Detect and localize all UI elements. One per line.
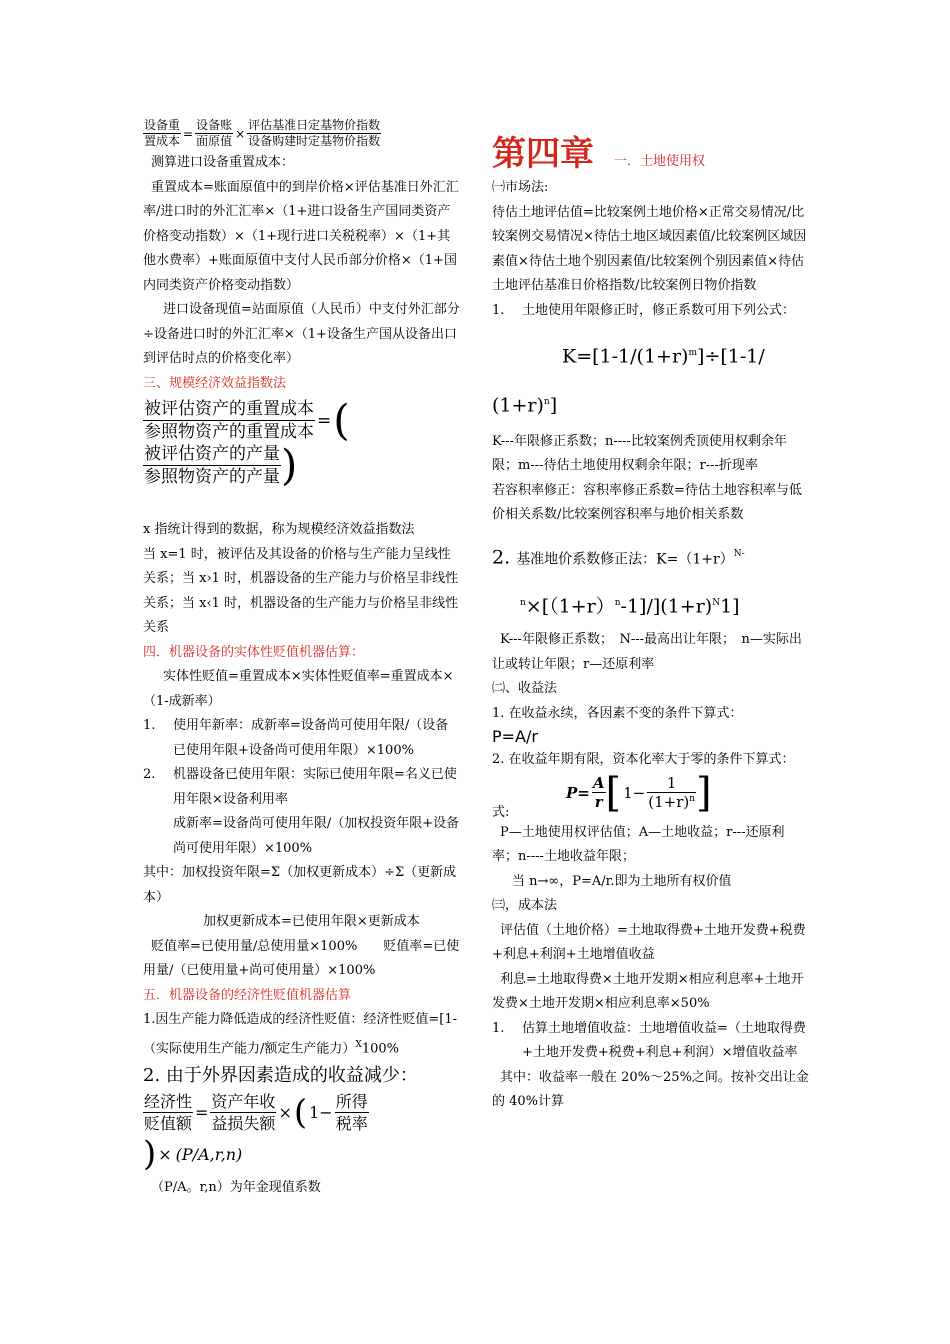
formula-prefix: 式: <box>492 804 510 820</box>
formula-rhs-top: 评估基准日定基物价指数 <box>248 118 381 132</box>
pa-note: （P/A。r,n）为年金现值系数 <box>151 1180 321 1196</box>
list-item-2 <box>143 763 461 812</box>
formula4-a: A <box>592 774 605 793</box>
right-paren: ) <box>281 440 298 490</box>
formula3-lhs-bottom: 贬值额 <box>144 1114 193 1134</box>
k2-b3: 1] <box>720 595 740 618</box>
formula4-one-minus: 1− <box>623 783 646 802</box>
cost-method-title: ㈢，成本法 <box>492 898 558 914</box>
formula-finite-income <box>492 769 810 821</box>
k2-b: ×[（1+r） <box>525 595 615 618</box>
import-title: 测算进口设备重置成本： <box>151 155 295 170</box>
pa-factor: (P/A,r,n) <box>175 1144 243 1164</box>
formula-k-line2 <box>492 384 810 423</box>
economic-depreciation-1 <box>143 1008 461 1061</box>
right-column <box>492 134 810 1115</box>
right-paren: ) <box>143 1134 157 1175</box>
econ1-tail: 100% <box>361 1040 399 1056</box>
formula2-lhs-bottom: 参照物资产的重置成本 <box>144 422 314 442</box>
depreciation-rate: 贬值率=已使用量/总使用量×100% 贬值率=已使用量/（已使用量+尚可使用量）×100% <box>143 938 460 978</box>
formula2-rhs-top: 被评估资产的产量 <box>144 444 280 464</box>
weighted-update-cost: 加权更新成本=已使用年限×更新成本 <box>203 914 420 929</box>
k2-sup: N- <box>733 548 745 559</box>
section-3-title: 三、规模经济效益指数法 <box>143 375 287 391</box>
left-bracket: [ <box>605 769 622 816</box>
formula-k2-line2 <box>492 585 810 624</box>
k2-b2: -1]/](1+r) <box>620 595 713 618</box>
formula-replacement-cost <box>143 118 461 149</box>
times-sign: × <box>235 126 246 141</box>
formula-economic-depreciation <box>143 1091 461 1174</box>
list-item-1 <box>143 714 461 763</box>
cost-note: 其中：收益率一般在 20%～25%之间。按补交出让金的 40%计算 <box>492 1069 809 1110</box>
formula2-lhs-top: 被评估资产的重置成本 <box>144 399 314 419</box>
right-list-item-1 <box>492 299 810 324</box>
k1-c-sup: n <box>543 397 550 408</box>
formula-p-equals-a-over-r: P=A/r <box>492 727 538 747</box>
weighted-investment: 其中：加权投资年限=Σ（加权更新成本）÷Σ（更新成本） <box>143 865 457 905</box>
times-sign-2: × <box>158 1144 172 1164</box>
limit-note: 当 n→∞，P=A/r.即为土地所有权价值 <box>512 873 732 889</box>
floor-area-ratio: 若容积率修正：容积率修正系数=待估土地容积率与低价相关系数/比较案例容积率与地价相关系数 <box>492 482 802 523</box>
income-method-title: ㈡、收益法 <box>492 681 558 697</box>
item-text: 估算土地增值收益：土地增值收益=（土地取得费+土地开发费+税费+利息+利润）×增值收益率 <box>522 1020 806 1061</box>
times-sign: × <box>278 1103 292 1123</box>
item-number: 2. <box>143 767 156 782</box>
formula-mid-top: 设备账 <box>196 118 233 132</box>
one-minus: 1− <box>309 1103 333 1123</box>
chapter-heading <box>492 134 810 174</box>
formula4-den <box>647 793 696 811</box>
left-paren: ( <box>293 1092 308 1133</box>
market-method-title: ㈠市场法: <box>492 180 549 195</box>
left-column <box>143 118 461 1201</box>
k1-a: K=[1-1/(1+r) <box>562 345 689 368</box>
formula4-den-base: (1+r) <box>648 793 690 812</box>
k2-b-sup2: n <box>614 597 621 608</box>
x-cases: 当 x=1 时，被评估及其设备的价格与生产能力呈线性关系；当 x›1 时，机器设备的生产能力与价格呈非线性关系；当 x‹1 时，机器设备的生产能力与价格呈非线性关系 <box>143 546 459 635</box>
equals-sign: = <box>183 126 194 141</box>
equals-sign: = <box>317 410 332 431</box>
section-4-body: 实体性贬值=重置成本×实体性贬值率=重置成本×（1-成新率） <box>143 669 454 709</box>
econ1-text: 1.因生产能力降低造成的经济性贬值：经济性贬值=[1-（实际使用生产能力/额定生产能力） <box>143 1012 458 1056</box>
left-paren: ( <box>333 395 350 445</box>
item-number: 1. <box>143 718 156 733</box>
item-number: 1. <box>492 302 505 318</box>
economic-depreciation-2: 2. 由于外界因素造成的收益减少： <box>143 1065 418 1087</box>
cost-list-item-1 <box>492 1017 810 1066</box>
formula3-tax-bottom: 税率 <box>335 1114 368 1134</box>
formula4-num: 1 <box>647 774 696 793</box>
formula-mid-bottom: 面原值 <box>196 134 233 148</box>
import-body: 重置成本=账面原值中的到岸价格×评估基准日外汇汇率/进口时的外汇汇率×（1+进口设备生产国同类资产价格变动指数）×（1+现行进口关税税率）×（1+其他水费率）+账面原值中支付人民币部分价格×（1+国内同类资产价格变动指数） <box>143 179 459 293</box>
formula-k-years <box>492 335 810 424</box>
k1-c: (1+r) <box>492 394 544 417</box>
income-1: 1. 在收益永续，各因素不变的条件下算式： <box>492 705 743 721</box>
item-text: 机器设备已使用年限：实际已使用年限=名义已使用年限×设备利用率 <box>173 767 457 807</box>
chapter-title: 第四章 <box>492 134 594 174</box>
k2-b-sup: n <box>520 597 526 608</box>
formula-k2-line1 <box>492 536 810 577</box>
cost-formula-2: 利息=土地取得费×土地开发期×相应利息率+土地开发费×土地开发期×相应利息率×50% <box>492 971 804 1012</box>
equals-sign: = <box>195 1103 209 1123</box>
formula4-p: P= <box>566 783 590 802</box>
formula3-mid-bottom: 益损失额 <box>211 1114 276 1134</box>
item-text: 土地使用年限修正时，修正系数可用下列公式： <box>522 302 796 318</box>
formula-scale-economy <box>143 395 461 490</box>
formula4-r: r <box>594 793 603 812</box>
chapter-subtitle: 一．土地使用权 <box>614 154 706 169</box>
k1-b: ]÷[1-1/ <box>697 345 765 368</box>
formula2-rhs-bottom: 参照物资产的产量 <box>144 467 280 487</box>
formula-lhs-bottom: 置成本 <box>144 134 181 148</box>
k1-sup: m <box>688 348 697 358</box>
item-text: 使用年新率：成新率=设备尚可使用年限/（设备已使用年限+设备尚可使用年限）×100% <box>173 718 449 758</box>
formula3-tax-top: 所得 <box>335 1092 368 1112</box>
formula3-mid-top: 资产年收 <box>211 1092 276 1112</box>
k1-d: ] <box>549 394 558 417</box>
formula-lhs-top: 设备重 <box>144 118 181 132</box>
import-present-value: 进口设备现值=站面原值（人民币）中支付外汇部分÷设备进口时的外汇汇率×（1+设备生产国从设备出口到评估时点的价格变化率） <box>143 302 460 366</box>
section-4-title: 四．机器设备的实体性贬值机器估算： <box>143 644 365 660</box>
p-description: P—土地使用权评估值；A—土地收益；r---还原利率；n----土地收益年限； <box>492 824 785 865</box>
x-description: x 指统计得到的数据，称为规模经济效益指数法 <box>143 522 415 537</box>
item-number: 1. <box>492 1020 505 1036</box>
formula-k-line1 <box>492 335 810 374</box>
formula3-lhs-top: 经济性 <box>144 1092 193 1112</box>
cost-formula-1: 评估值（土地价格）=土地取得费+土地开发费+税费+利息+利润+土地增值收益 <box>492 922 806 963</box>
k2-b-sup3: N <box>712 597 721 608</box>
k2-description: K---年限修正系数； N---最高出让年限； n—实际出让或转让年限；r—还原利率 <box>492 632 802 672</box>
income-2: 2. 在收益年期有限，资本化率大于零的条件下算式： <box>492 752 795 768</box>
econ1-sup: X <box>355 1039 362 1050</box>
formula4-den-sup: n <box>689 794 696 805</box>
section-5-title: 五．机器设备的经济性贬值机器估算 <box>143 987 352 1003</box>
formula-base-land-price <box>492 536 810 625</box>
item-number: 2. <box>492 545 511 568</box>
list-item-2-continued: 成新率=设备尚可使用年限/（加权投资年限+设备尚可使用年限）×100% <box>173 816 460 856</box>
right-bracket: ] <box>696 769 712 816</box>
k2-a: 基准地价系数修正法：K=（1+r） <box>516 550 734 567</box>
k-description: K---年限修正系数；n----比较案例秃顶使用权剩余年限；m---待估土地使用权剩余年限；r---折现率 <box>492 433 787 474</box>
market-method-body: 待估土地评估值=比较案例土地价格×正常交易情况/比较案例交易情况×待估土地区域因素值/比较案例区域因素值×待估土地个别因素值/比较案例个别因素值×待估土地评估基准日价格指数/比较案例日物价指数 <box>492 204 807 293</box>
formula-rhs-bottom: 设备购建时定基物价指数 <box>248 134 381 148</box>
